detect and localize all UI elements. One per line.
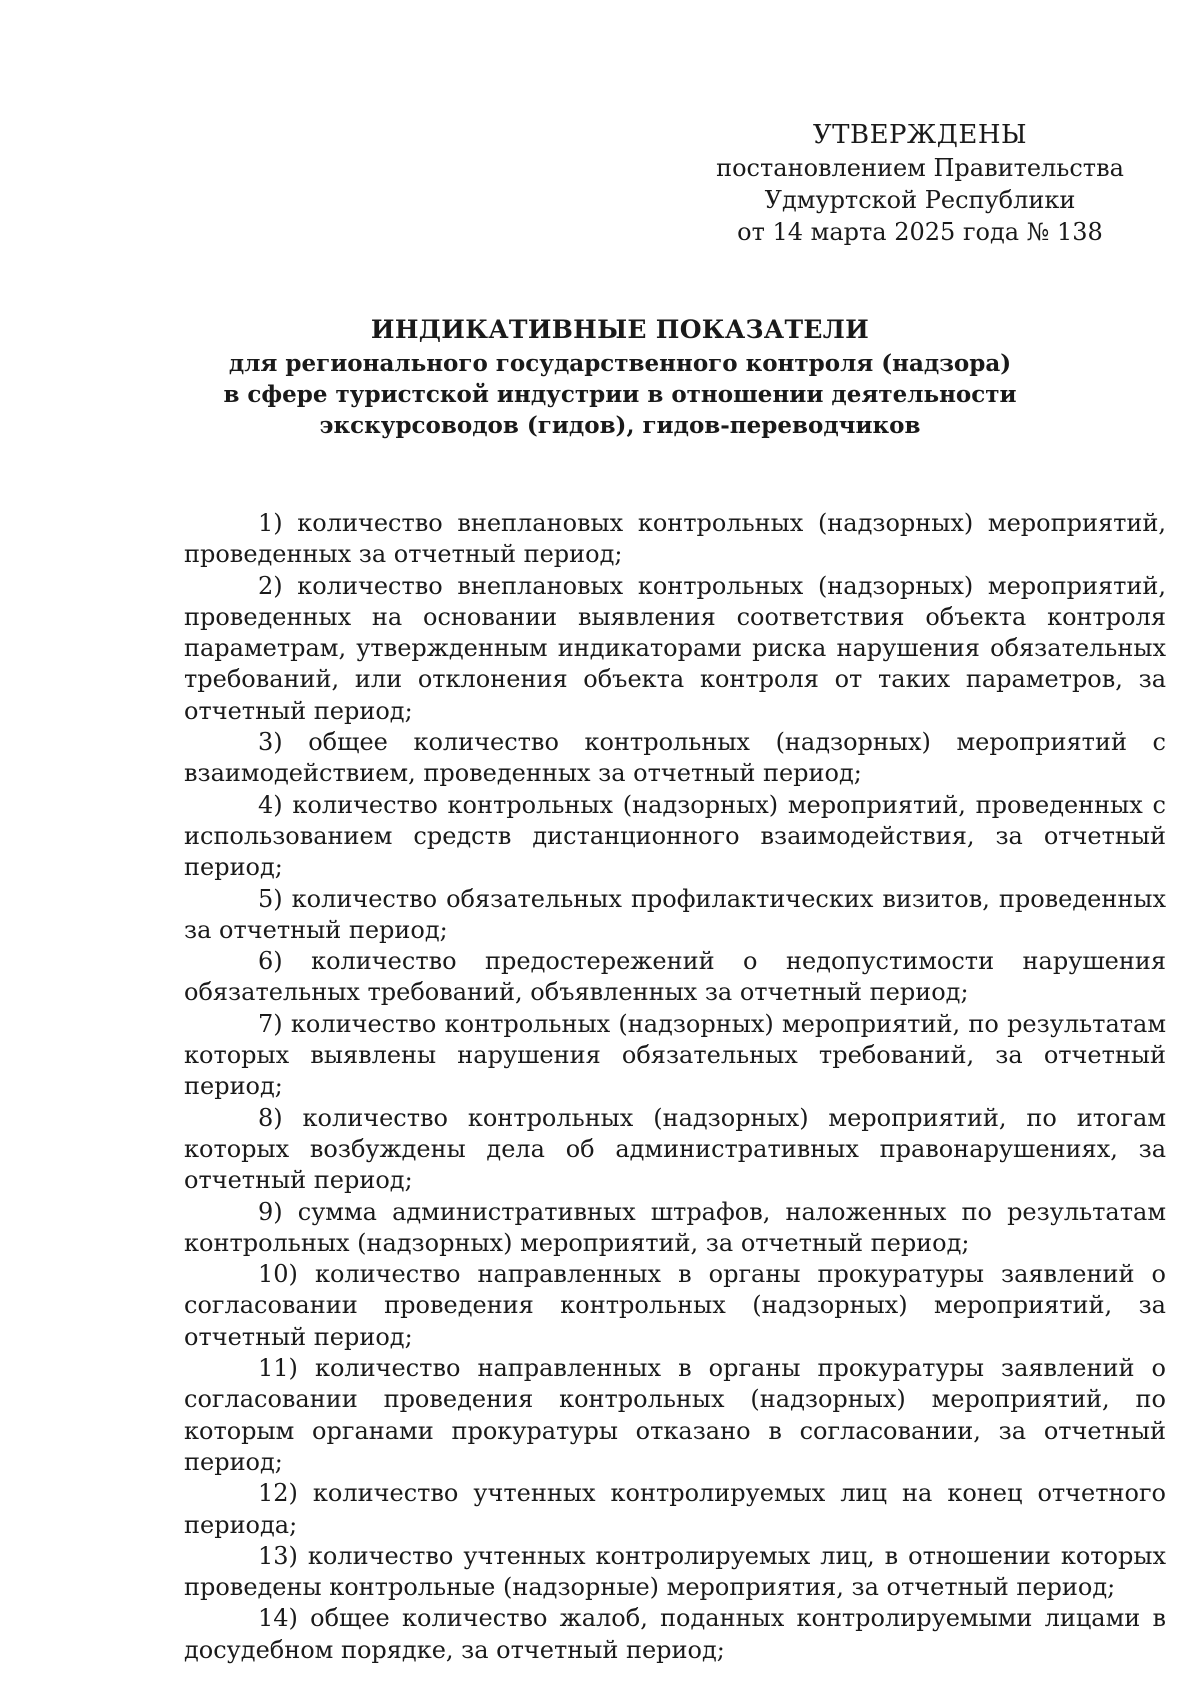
approval-stamp: УТВЕРЖДЕНЫ: [812, 120, 1028, 150]
indicator-item: 6) количество предостережений о недопустимости нарушения обязательных требований, объявленных за отчетный период;: [184, 947, 1166, 1007]
indicator-item: 10) количество направленных в органы прокуратуры заявлений о согласовании проведения контрольных (надзорных) мероприятий, за отчетный период;: [184, 1260, 1166, 1351]
indicator-item: 11) количество направленных в органы прокуратуры заявлений о согласовании проведения контрольных (надзорных) мероприятий, по которым органами прокуратуры отказано в согласовании, за отчетный период;: [184, 1354, 1166, 1476]
indicator-item: 7) количество контрольных (надзорных) мероприятий, по результатам которых выявлены нарушения обязательных требований, за отчетный период;: [184, 1009, 1166, 1101]
approval-line-1: постановлением Правительства: [716, 154, 1124, 182]
document-subtitle-line-3: экскурсоводов (гидов), гидов-переводчиков: [319, 412, 921, 439]
indicator-item: 13) количество учтенных контролируемых лиц, в отношении которых проведены контрольные (надзорные) мероприятия, за отчетный период;: [184, 1541, 1166, 1602]
indicator-item: 3) общее количество контрольных (надзорных) мероприятий с взаимодействием, проведенных за отчетный период;: [184, 728, 1166, 788]
indicator-item: 4) количество контрольных (надзорных) мероприятий, проведенных с использованием средств дистанционного взаимодействия, за отчетный период;: [184, 790, 1166, 882]
approval-line-2: Удмуртской Республики: [764, 186, 1076, 214]
indicator-item: 14) общее количество жалоб, поданных контролируемыми лицами в досудебном порядке, за отчетный период;: [184, 1604, 1166, 1664]
document-subtitle-line-2: в сфере туристской индустрии в отношении деятельности: [223, 381, 1017, 408]
document-subtitle-line-1: для регионального государственного контроля (надзора): [228, 350, 1012, 377]
document-title-block: [180, 312, 1060, 441]
indicator-item: 5) количество обязательных профилактических визитов, проведенных за отчетный период;: [184, 884, 1166, 944]
indicator-item: 2) количество внеплановых контрольных (надзорных) мероприятий, проведенных на основании выявления соответствия объекта контроля параметрам, утвержденным индикаторами риска нарушения обязательных требований, или отклонения объекта контроля от таких параметров, за отчетный период;: [184, 571, 1166, 725]
indicator-item: 8) количество контрольных (надзорных) мероприятий, по итогам которых возбуждены дела об административных правонарушениях, за отчетный период;: [184, 1103, 1166, 1195]
approval-line-3: от 14 марта 2025 года № 138: [737, 218, 1103, 246]
document-title: ИНДИКАТИВНЫЕ ПОКАЗАТЕЛИ: [370, 315, 870, 344]
indicator-item: 12) количество учтенных контролируемых лиц на конец отчетного периода;: [184, 1479, 1166, 1539]
indicator-item: 9) сумма административных штрафов, наложенных по результатам контрольных (надзорных) мероприятий, за отчетный период;: [184, 1197, 1166, 1257]
indicator-list: [184, 508, 1166, 1666]
indicator-item: 1) количество внеплановых контрольных (надзорных) мероприятий, проведенных за отчетный период;: [184, 509, 1166, 569]
approval-block: [690, 118, 1150, 248]
